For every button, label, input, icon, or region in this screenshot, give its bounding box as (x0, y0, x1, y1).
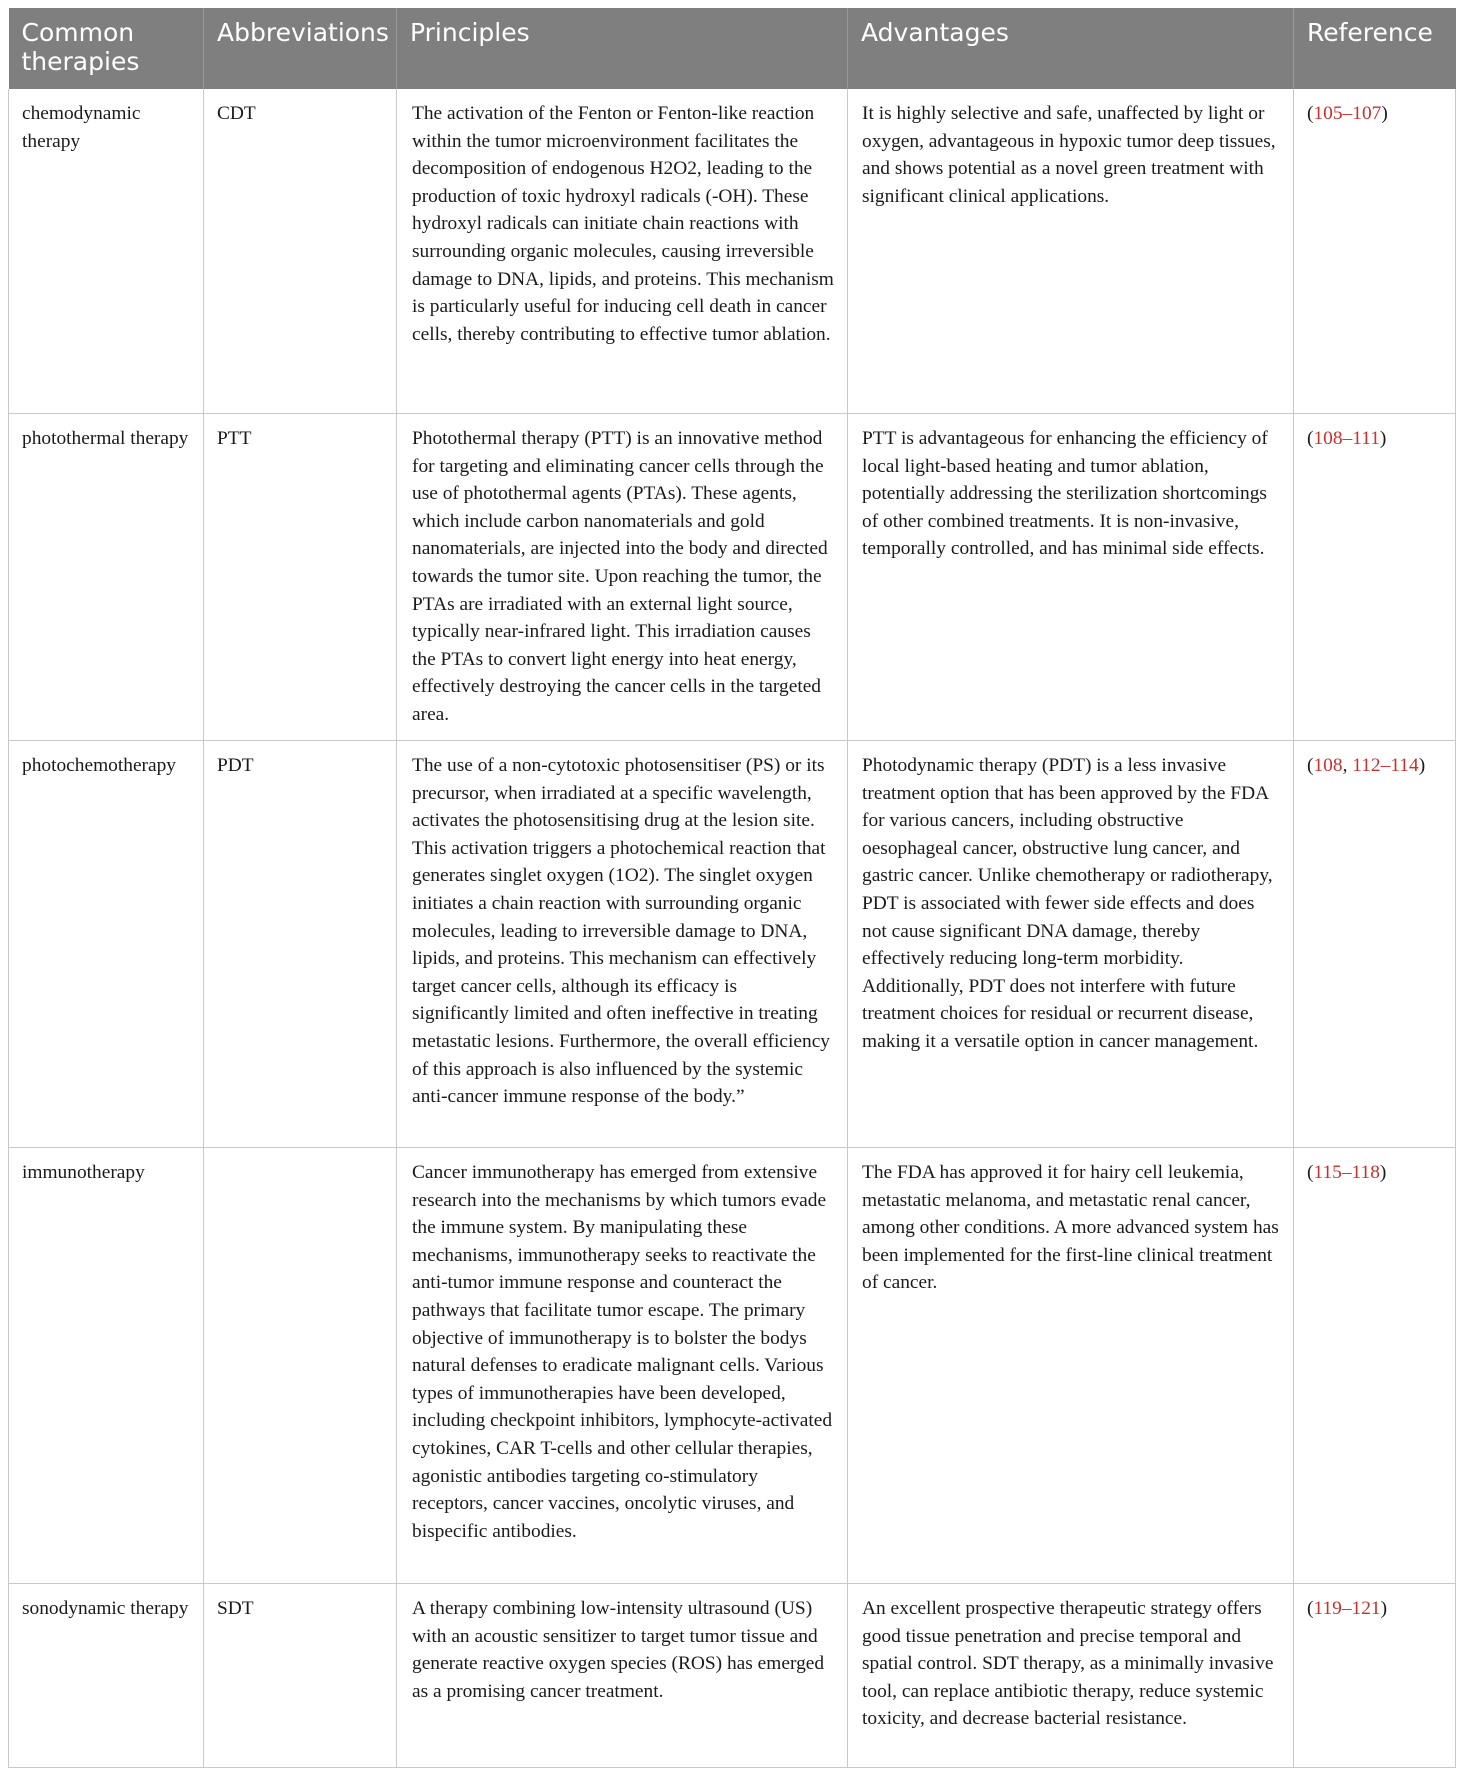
ref-paren-close: ) (1418, 755, 1426, 776)
ref-paren-close: ) (1381, 103, 1388, 124)
ref-paren-open: ( (1307, 428, 1314, 449)
therapies-table (8, 8, 1456, 1768)
reference-link[interactable]: 108 (1313, 755, 1343, 776)
therapy-name: photothermal therapy (9, 414, 204, 741)
header-advantages: Advantages (848, 8, 1294, 89)
ref-paren-open: ( (1307, 755, 1314, 776)
table-row (9, 1584, 1456, 1768)
reference-link[interactable]: 115–118 (1313, 1162, 1380, 1183)
therapy-name: immunotherapy (9, 1148, 204, 1584)
therapy-principles: A therapy combining low-intensity ultrasound (US) with an acoustic sensitizer to target tumor tissue and generate reactive oxygen species (ROS) has emerged as a promising cancer treatment. (397, 1584, 848, 1768)
reference-link[interactable]: 119–121 (1313, 1598, 1381, 1619)
therapy-abbreviation: CDT (204, 89, 397, 414)
therapy-reference (1294, 89, 1456, 414)
therapy-abbreviation: SDT (204, 1584, 397, 1768)
ref-paren-close: ) (1379, 1162, 1387, 1183)
therapy-name: sonodynamic therapy (9, 1584, 204, 1768)
therapy-abbreviation: PDT (204, 741, 397, 1148)
therapies-table-container (8, 8, 1455, 1768)
therapy-reference (1294, 1584, 1456, 1768)
therapy-advantages: The FDA has approved it for hairy cell leukemia, metastatic melanoma, and metastatic renal cancer, among other conditions. A more advanced system has been implemented for the first-line clinical treatment of cancer. (848, 1148, 1294, 1584)
ref-paren-open: ( (1307, 103, 1314, 124)
therapy-advantages: It is highly selective and safe, unaffected by light or oxygen, advantageous in hypoxic tumor deep tissues, and shows potential as a novel green treatment with significant clinical applications. (848, 89, 1294, 414)
table-row (9, 1148, 1456, 1584)
therapy-advantages: Photodynamic therapy (PDT) is a less invasive treatment option that has been approved by the FDA for various cancers, including obstructive oesophageal cancer, obstructive lung cancer, and gastric cancer. Unlike chemotherapy or radiotherapy, PDT is associated with fewer side effects and does not cause significant DNA damage, thereby effectively reducing long-term morbidity. Additionally, PDT does not interfere with future treatment choices for residual or recurrent disease, making it a versatile option in cancer management. (848, 741, 1294, 1148)
reference-link[interactable]: 108–111 (1313, 428, 1380, 449)
therapy-reference (1294, 414, 1456, 741)
ref-paren-open: ( (1307, 1598, 1314, 1619)
ref-paren-close: ) (1379, 428, 1387, 449)
therapy-principles: The use of a non-cytotoxic photosensitiser (PS) or its precursor, when irradiated at a specific wavelength, activates the photosensitising drug at the lesion site. This activation triggers a photochemical reaction that generates singlet oxygen (1O2). The singlet oxygen initiates a chain reaction with surrounding organic molecules, leading to irreversible damage to DNA, lipids, and proteins. This mechanism can effectively target cancer cells, although its efficacy is significantly limited and often ineffective in treating metastatic lesions. Furthermore, the overall efficiency of this approach is also influenced by the systemic anti-cancer immune response of the body.” (397, 741, 848, 1148)
therapy-principles: The activation of the Fenton or Fenton-like reaction within the tumor microenvironment facilitates the decomposition of endogenous H2O2, leading to the production of toxic hydroxyl radicals (-OH). These hydroxyl radicals can initiate chain reactions with surrounding organic molecules, causing irreversible damage to DNA, lipids, and proteins. This mechanism is particularly useful for inducing cell death in cancer cells, thereby contributing to effective tumor ablation. (397, 89, 848, 414)
ref-paren-open: ( (1307, 1162, 1314, 1183)
therapy-principles: Photothermal therapy (PTT) is an innovative method for targeting and eliminating cancer cells through the use of photothermal agents (PTAs). These agents, which include carbon nanomaterials and gold nanomaterials, are injected into the body and directed towards the tumor site. Upon reaching the tumor, the PTAs are irradiated with an external light source, typically near-infrared light. This irradiation causes the PTAs to convert light energy into heat energy, effectively destroying the cancer cells in the targeted area. (397, 414, 848, 741)
header-reference: Reference (1294, 8, 1456, 89)
table-row (9, 741, 1456, 1148)
header-row (9, 8, 1456, 89)
therapy-name: chemodynamic therapy (9, 89, 204, 414)
therapy-reference (1294, 741, 1456, 1148)
therapy-principles: Cancer immunotherapy has emerged from extensive research into the mechanisms by which tumors evade the immune system. By manipulating these mechanisms, immunotherapy seeks to reactivate the anti-tumor immune response and counteract the pathways that facilitate tumor escape. The primary objective of immunotherapy is to bolster the bodys natural defenses to eradicate malignant cells. Various types of immunotherapies have been developed, including checkpoint inhibitors, lymphocyte-activated cytokines, CAR T-cells and other cellular therapies, agonistic antibodies targeting co-stimulatory receptors, cancer vaccines, oncolytic viruses, and bispecific antibodies. (397, 1148, 848, 1584)
ref-paren-close: ) (1380, 1598, 1388, 1619)
table-row (9, 89, 1456, 414)
therapy-name: photochemotherapy (9, 741, 204, 1148)
header-principles: Principles (397, 8, 848, 89)
header-common-therapies: Common therapies (9, 8, 204, 89)
therapy-advantages: An excellent prospective therapeutic strategy offers good tissue penetration and precise temporal and spatial control. SDT therapy, as a minimally invasive tool, can replace antibiotic therapy, reduce systemic toxicity, and decrease bacterial resistance. (848, 1584, 1294, 1768)
therapy-reference (1294, 1148, 1456, 1584)
therapy-abbreviation (204, 1148, 397, 1584)
therapy-advantages: PTT is advantageous for enhancing the efficiency of local light-based heating and tumor ablation, potentially addressing the sterilization shortcomings of other combined treatments. It is non-invasive, temporally controlled, and has minimal side effects. (848, 414, 1294, 741)
table-row (9, 414, 1456, 741)
reference-link[interactable]: 112–114 (1352, 755, 1419, 776)
header-abbreviations: Abbreviations (204, 8, 397, 89)
therapy-abbreviation: PTT (204, 414, 397, 741)
reference-link[interactable]: 105–107 (1313, 103, 1382, 124)
ref-separator: , (1342, 755, 1353, 776)
